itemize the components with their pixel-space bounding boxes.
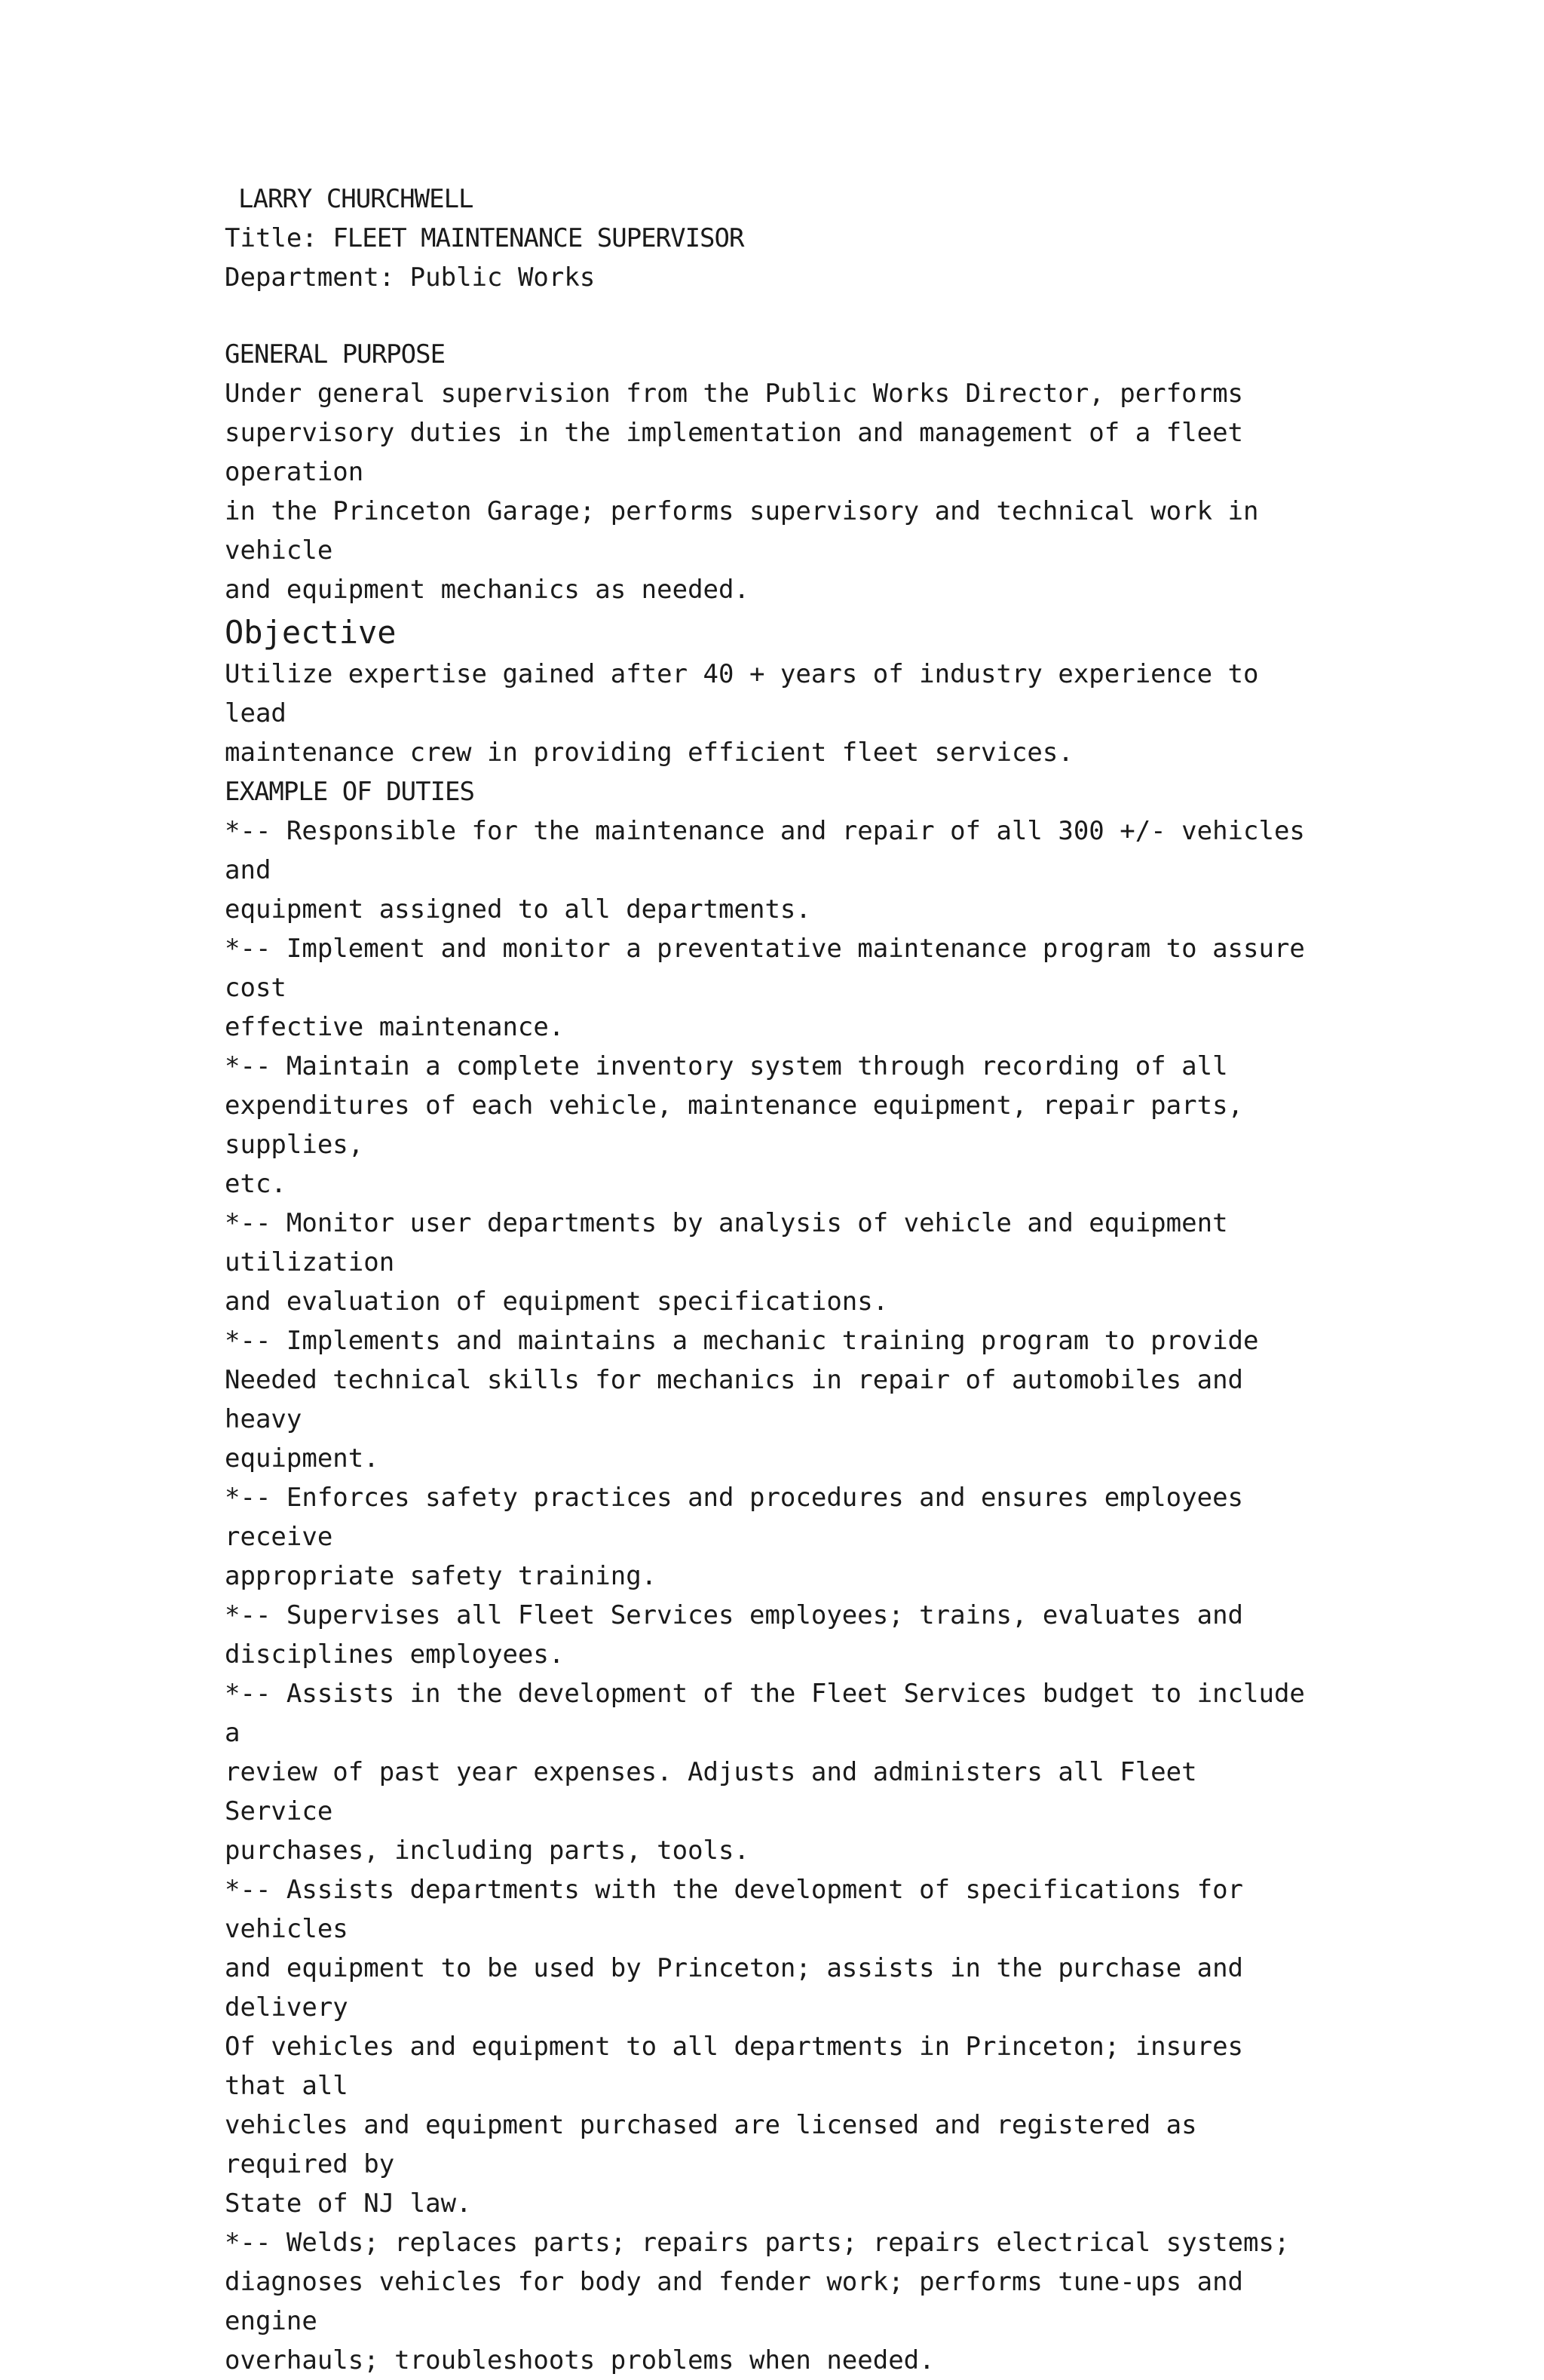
duties-list [225, 811, 1321, 2380]
duty-line: equipment assigned to all departments. [225, 894, 811, 925]
duties-heading: EXAMPLE OF DUTIES [225, 777, 474, 807]
duty-item [225, 811, 1321, 929]
duty-line: *-- Monitor user departments by analysis of vehicle and equipment utilization [225, 1208, 1244, 1277]
general-purpose-line: Under general supervision from the Public Works Director, performs [225, 379, 1244, 409]
duty-line: *-- Enforces safety practices and procedures and ensures employees receive [225, 1483, 1259, 1552]
duty-line: *-- Implement and monitor a preventative maintenance program to assure cost [225, 934, 1321, 1003]
duty-line: purchases, including parts, tools. [225, 1836, 749, 1866]
duty-line: disciplines employees. [225, 1639, 565, 1670]
duty-line: expenditures of each vehicle, maintenance equipment, repair parts, supplies, [225, 1090, 1259, 1160]
duty-line: *-- Implements and maintains a mechanic training program to provide [225, 1326, 1259, 1356]
duty-line: State of NJ law. [225, 2188, 472, 2219]
duty-line: overhauls; troubleshoots problems when needed. [225, 2345, 935, 2375]
duty-line: *-- Assists departments with the development of specifications for vehicles [225, 1875, 1259, 1944]
duty-line: *-- Welds; replaces parts; repairs parts; repairs electrical systems; [225, 2228, 1290, 2258]
duty-item [225, 1870, 1318, 2223]
general-purpose-paragraph [225, 374, 1318, 609]
duty-line: vehicles and equipment purchased are licensed and registered as required by [225, 2110, 1213, 2179]
objective-paragraph [225, 655, 1318, 772]
duty-line: effective maintenance. [225, 1012, 565, 1042]
duty-line: appropriate safety training. [225, 1561, 657, 1591]
duty-item [225, 1478, 1318, 1596]
duty-line: etc. [225, 1169, 286, 1199]
department-label: Department: [225, 262, 395, 293]
duty-item [225, 1674, 1321, 1870]
duty-line: *-- Responsible for the maintenance and repair of all 300 +/- vehicles and [225, 816, 1321, 885]
duty-item [225, 2223, 1318, 2380]
title-value: FLEET MAINTENANCE SUPERVISOR [332, 223, 744, 253]
title-label: Title: [225, 223, 317, 253]
duty-item [225, 1204, 1318, 1321]
duty-item [225, 1321, 1318, 1478]
general-purpose-line: and equipment mechanics as needed. [225, 575, 749, 605]
duty-line: review of past year expenses. Adjusts and administers all Fleet Service [225, 1757, 1213, 1826]
objective-line: Utilize expertise gained after 40 + years of industry experience to lead [225, 659, 1274, 728]
spacer [225, 297, 1318, 335]
objective-line: maintenance crew in providing efficient fleet services. [225, 738, 1074, 768]
duty-line: diagnoses vehicles for body and fender work; performs tune-ups and engine [225, 2267, 1259, 2336]
job-title-line [225, 219, 1318, 258]
department-line [225, 258, 1318, 297]
duty-line: equipment. [225, 1443, 379, 1474]
duty-line: *-- Maintain a complete inventory system through recording of all [225, 1051, 1228, 1081]
duty-line: *-- Assists in the development of the Fleet Services budget to include a [225, 1679, 1321, 1748]
duty-item [225, 929, 1321, 1047]
duty-line: *-- Supervises all Fleet Services employees; trains, evaluates and [225, 1600, 1244, 1630]
duty-item [225, 1047, 1318, 1204]
duty-item [225, 1596, 1318, 1674]
general-purpose-line: supervisory duties in the implementation and management of a fleet operation [225, 418, 1259, 487]
objective-heading: Objective [225, 614, 397, 651]
duty-line: Of vehicles and equipment to all departments in Princeton; insures that all [225, 2032, 1259, 2101]
duty-line: and evaluation of equipment specifications. [225, 1287, 889, 1317]
duty-line: and equipment to be used by Princeton; assists in the purchase and delivery [225, 1953, 1259, 2023]
person-name: LARRY CHURCHWELL [238, 184, 473, 214]
general-purpose-line: in the Princeton Garage; performs supervisory and technical work in vehicle [225, 496, 1274, 566]
department-value: Public Works [409, 262, 596, 293]
general-purpose-heading: GENERAL PURPOSE [225, 339, 446, 370]
duty-line: Needed technical skills for mechanics in repair of automobiles and heavy [225, 1365, 1259, 1434]
resume-content [225, 179, 1321, 2380]
